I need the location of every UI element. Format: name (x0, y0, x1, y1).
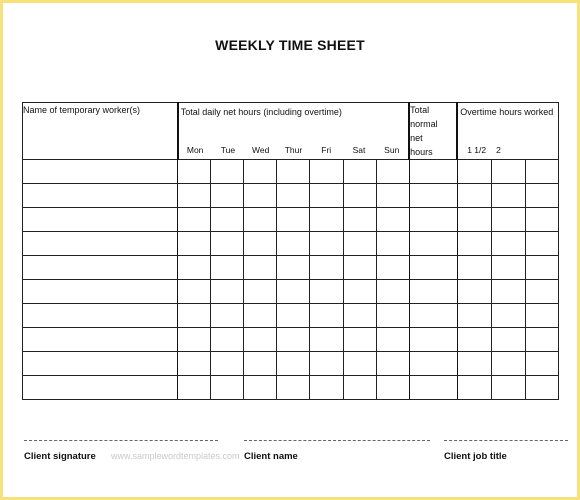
table-cell[interactable] (244, 376, 277, 400)
table-cell[interactable] (277, 208, 310, 232)
table-cell[interactable] (376, 160, 409, 184)
table-cell[interactable] (525, 280, 558, 304)
table-row (23, 376, 559, 400)
table-cell[interactable] (409, 232, 457, 256)
table-cell[interactable] (178, 352, 211, 376)
table-cell[interactable] (409, 280, 457, 304)
table-cell[interactable] (23, 328, 178, 352)
table-cell[interactable] (310, 280, 343, 304)
table-cell[interactable] (277, 184, 310, 208)
total-hours-label-4: hours (410, 147, 433, 157)
table-cell[interactable] (491, 256, 525, 280)
table-cell[interactable] (409, 184, 457, 208)
table-cell[interactable] (457, 184, 491, 208)
table-cell[interactable] (178, 232, 211, 256)
table-cell[interactable] (244, 232, 277, 256)
table-cell[interactable] (409, 376, 457, 400)
table-cell[interactable] (525, 256, 558, 280)
day-mon: Mon (186, 145, 204, 155)
table-cell[interactable] (491, 232, 525, 256)
table-row (23, 304, 559, 328)
table-cell[interactable] (277, 160, 310, 184)
table-cell[interactable] (409, 256, 457, 280)
table-cell[interactable] (23, 352, 178, 376)
table-cell[interactable] (525, 376, 558, 400)
table-cell[interactable] (310, 232, 343, 256)
table-cell[interactable] (525, 352, 558, 376)
overtime-header-label: Overtime hours worked (460, 107, 554, 117)
signature-line-3 (444, 440, 568, 441)
table-cell[interactable] (23, 160, 178, 184)
table-cell[interactable] (310, 304, 343, 328)
table-cell[interactable] (343, 208, 376, 232)
table-cell[interactable] (491, 208, 525, 232)
table-cell[interactable] (277, 232, 310, 256)
table-cell[interactable] (23, 304, 178, 328)
table-cell[interactable] (457, 256, 491, 280)
table-cell[interactable] (310, 328, 343, 352)
table-cell[interactable] (211, 352, 244, 376)
time-sheet-page (3, 3, 577, 497)
table-cell[interactable] (343, 352, 376, 376)
table-cell[interactable] (409, 304, 457, 328)
table-cell[interactable] (23, 280, 178, 304)
table-cell[interactable] (343, 328, 376, 352)
day-wed: Wed (252, 145, 270, 155)
table-cell[interactable] (525, 184, 558, 208)
time-sheet-table (22, 102, 559, 400)
table-cell[interactable] (343, 256, 376, 280)
table-cell[interactable] (244, 328, 277, 352)
day-fri: Fri (321, 145, 332, 155)
table-cell[interactable] (178, 304, 211, 328)
total-hours-header (409, 103, 457, 160)
table-cell[interactable] (491, 280, 525, 304)
table-cell[interactable] (178, 328, 211, 352)
table-cell[interactable] (525, 304, 558, 328)
table-cell[interactable] (457, 208, 491, 232)
table-cell[interactable] (310, 160, 343, 184)
table-cell[interactable] (244, 256, 277, 280)
table-cell[interactable] (211, 304, 244, 328)
table-cell[interactable] (211, 208, 244, 232)
table-cell[interactable] (376, 328, 409, 352)
table-cell[interactable] (244, 280, 277, 304)
table-cell[interactable] (409, 208, 457, 232)
table-cell[interactable] (376, 304, 409, 328)
table-cell[interactable] (310, 376, 343, 400)
table-cell[interactable] (409, 352, 457, 376)
table-cell[interactable] (310, 184, 343, 208)
table-cell[interactable] (376, 208, 409, 232)
table-cell[interactable] (23, 184, 178, 208)
table-cell[interactable] (343, 160, 376, 184)
signature-line-1 (24, 440, 218, 441)
table-cell[interactable] (310, 352, 343, 376)
table-cell[interactable] (376, 376, 409, 400)
table-cell[interactable] (23, 256, 178, 280)
table-cell[interactable] (178, 256, 211, 280)
table-cell[interactable] (277, 304, 310, 328)
daily-hours-header (178, 103, 409, 160)
day-sun: Sun (384, 145, 400, 155)
table-cell[interactable] (244, 160, 277, 184)
table-cell[interactable] (457, 328, 491, 352)
table-cell[interactable] (277, 256, 310, 280)
day-sat: Sat (352, 145, 366, 155)
table-cell[interactable] (343, 376, 376, 400)
table-cell[interactable] (457, 304, 491, 328)
table-cell[interactable] (343, 280, 376, 304)
table-cell[interactable] (211, 328, 244, 352)
watermark-text: www.samplewordtemplates.com (111, 451, 240, 461)
table-cell[interactable] (310, 256, 343, 280)
page-title: WEEKLY TIME SHEET (215, 37, 365, 53)
overtime-rate-1-5: 1 1/2 (467, 145, 487, 155)
table-row (23, 208, 559, 232)
table-cell[interactable] (277, 280, 310, 304)
table-cell[interactable] (376, 352, 409, 376)
table-cell[interactable] (244, 304, 277, 328)
table-cell[interactable] (244, 208, 277, 232)
table-cell[interactable] (211, 232, 244, 256)
day-thur: Thur (284, 145, 303, 155)
worker-name-header-label: Name of temporary worker(s) (23, 105, 141, 115)
daily-hours-header-label: Total daily net hours (including overtime) (180, 107, 342, 117)
table-cell[interactable] (376, 184, 409, 208)
total-hours-label-3: net (410, 133, 423, 143)
day-tue: Tue (220, 145, 236, 155)
table-cell[interactable] (525, 232, 558, 256)
table-cell[interactable] (211, 184, 244, 208)
client-name-label: Client name (244, 451, 298, 462)
table-cell[interactable] (525, 208, 558, 232)
table-cell[interactable] (457, 376, 491, 400)
table-cell[interactable] (178, 160, 211, 184)
table-row (23, 328, 559, 352)
table-cell[interactable] (376, 280, 409, 304)
table-cell[interactable] (23, 376, 178, 400)
table-cell[interactable] (457, 280, 491, 304)
table-cell[interactable] (491, 328, 525, 352)
table-cell[interactable] (211, 160, 244, 184)
table-cell[interactable] (211, 280, 244, 304)
table-cell[interactable] (310, 208, 343, 232)
table-cell[interactable] (343, 304, 376, 328)
client-job-title-label: Client job title (444, 451, 507, 462)
table-row (23, 184, 559, 208)
table-row (23, 256, 559, 280)
table-cell[interactable] (457, 352, 491, 376)
table-cell[interactable] (491, 376, 525, 400)
table-cell[interactable] (525, 328, 558, 352)
table-row (23, 352, 559, 376)
table-cell[interactable] (178, 184, 211, 208)
table-cell[interactable] (178, 280, 211, 304)
table-cell[interactable] (409, 328, 457, 352)
table-cell[interactable] (211, 376, 244, 400)
table-cell[interactable] (178, 376, 211, 400)
table-cell[interactable] (23, 232, 178, 256)
table-cell[interactable] (491, 184, 525, 208)
table-cell[interactable] (457, 160, 491, 184)
table-cell[interactable] (457, 232, 491, 256)
table-cell[interactable] (491, 352, 525, 376)
client-signature-label: Client signature (24, 451, 96, 462)
table-row (23, 280, 559, 304)
table-cell[interactable] (525, 160, 558, 184)
table-cell[interactable] (277, 376, 310, 400)
signature-line-2 (244, 440, 430, 441)
total-hours-label-1: Total (410, 105, 430, 115)
table-cell[interactable] (244, 184, 277, 208)
table-cell[interactable] (343, 232, 376, 256)
table-cell[interactable] (211, 256, 244, 280)
table-cell[interactable] (277, 352, 310, 376)
table-cell[interactable] (23, 208, 178, 232)
overtime-rate-2: 2 (496, 145, 501, 155)
table-cell[interactable] (409, 160, 457, 184)
table-cell[interactable] (343, 184, 376, 208)
table-cell[interactable] (491, 304, 525, 328)
table-cell[interactable] (376, 256, 409, 280)
table-row (23, 232, 559, 256)
table-row (23, 160, 559, 184)
overtime-header (457, 103, 558, 160)
table-cell[interactable] (491, 160, 525, 184)
table-header-row (23, 103, 559, 160)
worker-name-header (23, 103, 178, 160)
table-cell[interactable] (178, 208, 211, 232)
table-cell[interactable] (376, 232, 409, 256)
table-cell[interactable] (244, 352, 277, 376)
total-hours-label-2: normal (410, 119, 438, 129)
table-cell[interactable] (277, 328, 310, 352)
